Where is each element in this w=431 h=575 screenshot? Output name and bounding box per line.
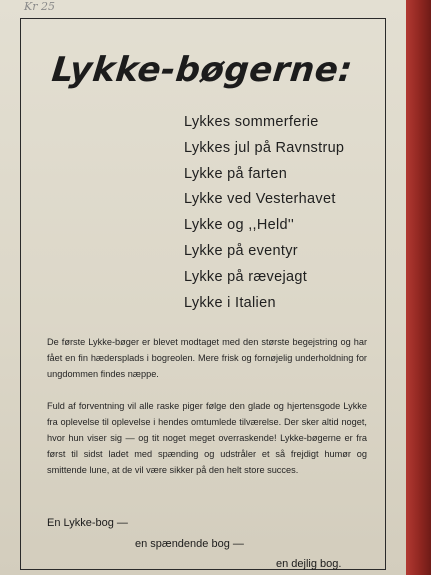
- red-book-spine: [405, 0, 431, 575]
- book-title: Lykke i Italien: [184, 294, 276, 311]
- tagline-3: en dejlig bog.: [276, 558, 342, 570]
- tagline-2: en spændende bog —: [135, 538, 244, 550]
- pencil-note: Kr 25: [24, 0, 55, 13]
- book-title: Lykke og ,,Held'': [184, 217, 295, 234]
- book-title-list: [184, 112, 344, 318]
- book-title: Lykkes sommerferie: [184, 114, 319, 130]
- book-title: Lykke på farten: [184, 165, 288, 182]
- series-heading: Lykke-bøgerne:: [49, 50, 355, 90]
- book-title: Lykke ved Vesterhavet: [184, 191, 336, 208]
- description-paragraph: Fuld af forventning vil alle raske piger følge den glade og hjertensgode Lykke fra oplevelse til oplevelse i hendes omtumlede tilværelse. Der sker altid noget, hvor hun viser sig — og tit noget meget overraskende! Lykke-bøgerne er fra først til sidst ladet med spænding og udstråler et så frejdigt humør og smittende lune, at de vil være sikker på den helt store succes.: [47, 401, 367, 475]
- book-title: Lykke på eventyr: [184, 242, 298, 259]
- book-title: Lykke på rævejagt: [184, 268, 308, 285]
- intro-paragraph: De første Lykke-bøger er blevet modtaget med den største begejstring og har fået en fin hædersplads i bogreolen. Mere frisk og fornøjelig underholdning for ungdommen findes næppe.: [47, 337, 367, 379]
- book-title: Lykkes jul på Ravnstrup: [184, 139, 345, 156]
- tagline-1: En Lykke-bog —: [47, 517, 128, 529]
